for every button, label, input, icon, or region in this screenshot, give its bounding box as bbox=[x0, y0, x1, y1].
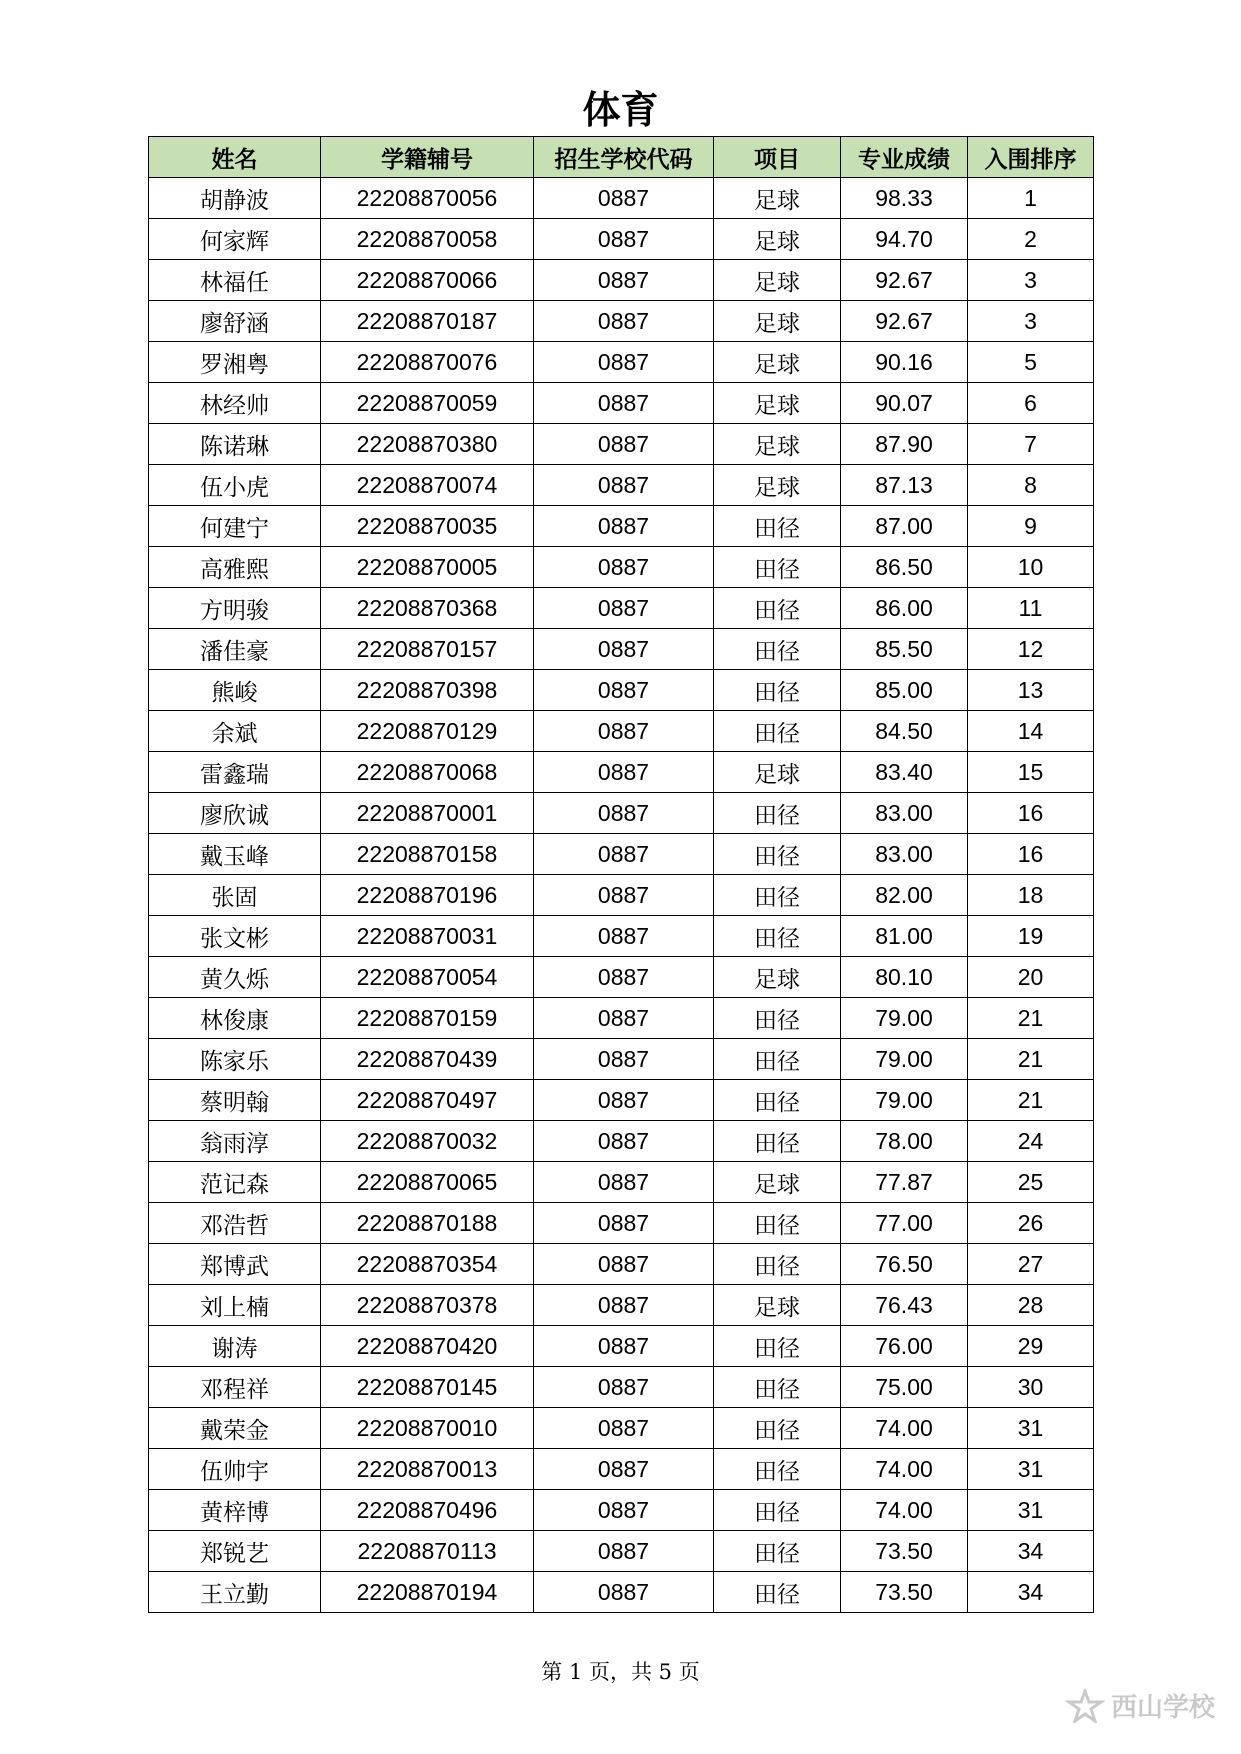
cell-school-code: 0887 bbox=[534, 1121, 714, 1162]
table-row bbox=[149, 1162, 1094, 1203]
cell-school-code: 0887 bbox=[534, 793, 714, 834]
cell-name: 郑博武 bbox=[149, 1244, 321, 1285]
cell-score: 84.50 bbox=[841, 711, 968, 752]
cell-name: 潘佳豪 bbox=[149, 629, 321, 670]
table-row bbox=[149, 1244, 1094, 1285]
table-row bbox=[149, 260, 1094, 301]
table-row bbox=[149, 793, 1094, 834]
cell-score: 83.40 bbox=[841, 752, 968, 793]
cell-rank: 14 bbox=[968, 711, 1094, 752]
cell-student-id: 22208870159 bbox=[321, 998, 534, 1039]
header-rank: 入围排序 bbox=[968, 137, 1094, 178]
cell-rank: 18 bbox=[968, 875, 1094, 916]
cell-score: 76.43 bbox=[841, 1285, 968, 1326]
cell-student-id: 22208870194 bbox=[321, 1572, 534, 1613]
table-row bbox=[149, 1326, 1094, 1367]
cell-score: 85.00 bbox=[841, 670, 968, 711]
cell-score: 74.00 bbox=[841, 1449, 968, 1490]
cell-school-code: 0887 bbox=[534, 711, 714, 752]
cell-student-id: 22208870059 bbox=[321, 383, 534, 424]
cell-project: 田径 bbox=[714, 1531, 841, 1572]
cell-school-code: 0887 bbox=[534, 1572, 714, 1613]
cell-name: 张文彬 bbox=[149, 916, 321, 957]
cell-rank: 1 bbox=[968, 178, 1094, 219]
cell-project: 田径 bbox=[714, 547, 841, 588]
cell-student-id: 22208870439 bbox=[321, 1039, 534, 1080]
cell-student-id: 22208870001 bbox=[321, 793, 534, 834]
cell-score: 75.00 bbox=[841, 1367, 968, 1408]
cell-score: 87.90 bbox=[841, 424, 968, 465]
cell-school-code: 0887 bbox=[534, 1367, 714, 1408]
header-name: 姓名 bbox=[149, 137, 321, 178]
cell-school-code: 0887 bbox=[534, 957, 714, 998]
cell-school-code: 0887 bbox=[534, 1490, 714, 1531]
cell-project: 足球 bbox=[714, 957, 841, 998]
cell-rank: 31 bbox=[968, 1490, 1094, 1531]
table-row bbox=[149, 875, 1094, 916]
table-row bbox=[149, 1121, 1094, 1162]
table-row bbox=[149, 301, 1094, 342]
table-row bbox=[149, 1285, 1094, 1326]
cell-name: 林福任 bbox=[149, 260, 321, 301]
cell-name: 邓程祥 bbox=[149, 1367, 321, 1408]
cell-student-id: 22208870113 bbox=[321, 1531, 534, 1572]
watermark bbox=[1065, 1687, 1215, 1724]
cell-student-id: 22208870013 bbox=[321, 1449, 534, 1490]
cell-student-id: 22208870145 bbox=[321, 1367, 534, 1408]
cell-score: 80.10 bbox=[841, 957, 968, 998]
cell-rank: 21 bbox=[968, 998, 1094, 1039]
table-row bbox=[149, 752, 1094, 793]
cell-student-id: 22208870054 bbox=[321, 957, 534, 998]
cell-name: 戴荣金 bbox=[149, 1408, 321, 1449]
cell-project: 田径 bbox=[714, 1490, 841, 1531]
cell-rank: 26 bbox=[968, 1203, 1094, 1244]
header-school-code: 招生学校代码 bbox=[534, 137, 714, 178]
cell-school-code: 0887 bbox=[534, 1531, 714, 1572]
cell-project: 足球 bbox=[714, 465, 841, 506]
cell-score: 79.00 bbox=[841, 1039, 968, 1080]
cell-school-code: 0887 bbox=[534, 1285, 714, 1326]
cell-school-code: 0887 bbox=[534, 465, 714, 506]
cell-student-id: 22208870368 bbox=[321, 588, 534, 629]
cell-score: 83.00 bbox=[841, 793, 968, 834]
cell-student-id: 22208870158 bbox=[321, 834, 534, 875]
cell-school-code: 0887 bbox=[534, 629, 714, 670]
table-row bbox=[149, 424, 1094, 465]
cell-student-id: 22208870129 bbox=[321, 711, 534, 752]
cell-score: 73.50 bbox=[841, 1531, 968, 1572]
cell-name: 张固 bbox=[149, 875, 321, 916]
cell-name: 廖舒涵 bbox=[149, 301, 321, 342]
cell-score: 82.00 bbox=[841, 875, 968, 916]
cell-name: 邓浩哲 bbox=[149, 1203, 321, 1244]
cell-student-id: 22208870420 bbox=[321, 1326, 534, 1367]
cell-score: 86.50 bbox=[841, 547, 968, 588]
cell-rank: 9 bbox=[968, 506, 1094, 547]
cell-name: 蔡明翰 bbox=[149, 1080, 321, 1121]
cell-rank: 27 bbox=[968, 1244, 1094, 1285]
cell-school-code: 0887 bbox=[534, 1039, 714, 1080]
cell-project: 田径 bbox=[714, 629, 841, 670]
table-row bbox=[149, 1572, 1094, 1613]
cell-score: 83.00 bbox=[841, 834, 968, 875]
cell-rank: 31 bbox=[968, 1449, 1094, 1490]
cell-rank: 19 bbox=[968, 916, 1094, 957]
header-project: 项目 bbox=[714, 137, 841, 178]
cell-student-id: 22208870398 bbox=[321, 670, 534, 711]
cell-project: 田径 bbox=[714, 588, 841, 629]
cell-name: 陈家乐 bbox=[149, 1039, 321, 1080]
cell-student-id: 22208870032 bbox=[321, 1121, 534, 1162]
cell-name: 林俊康 bbox=[149, 998, 321, 1039]
cell-rank: 31 bbox=[968, 1408, 1094, 1449]
cell-score: 74.00 bbox=[841, 1408, 968, 1449]
table-row bbox=[149, 1203, 1094, 1244]
cell-school-code: 0887 bbox=[534, 1326, 714, 1367]
cell-rank: 3 bbox=[968, 301, 1094, 342]
cell-student-id: 22208870031 bbox=[321, 916, 534, 957]
cell-student-id: 22208870378 bbox=[321, 1285, 534, 1326]
cell-project: 足球 bbox=[714, 1162, 841, 1203]
cell-score: 78.00 bbox=[841, 1121, 968, 1162]
cell-student-id: 22208870354 bbox=[321, 1244, 534, 1285]
cell-score: 79.00 bbox=[841, 998, 968, 1039]
cell-student-id: 22208870076 bbox=[321, 342, 534, 383]
cell-school-code: 0887 bbox=[534, 1203, 714, 1244]
cell-project: 田径 bbox=[714, 506, 841, 547]
table-row bbox=[149, 711, 1094, 752]
page-footer: 第 1 页，共 5 页 bbox=[541, 1660, 700, 1684]
cell-student-id: 22208870010 bbox=[321, 1408, 534, 1449]
cell-school-code: 0887 bbox=[534, 506, 714, 547]
cell-rank: 7 bbox=[968, 424, 1094, 465]
header-student-id: 学籍辅号 bbox=[321, 137, 534, 178]
cell-rank: 34 bbox=[968, 1531, 1094, 1572]
cell-student-id: 22208870380 bbox=[321, 424, 534, 465]
cell-score: 90.16 bbox=[841, 342, 968, 383]
header-score: 专业成绩 bbox=[841, 137, 968, 178]
cell-project: 足球 bbox=[714, 219, 841, 260]
cell-name: 余斌 bbox=[149, 711, 321, 752]
cell-name: 翁雨淳 bbox=[149, 1121, 321, 1162]
cell-school-code: 0887 bbox=[534, 834, 714, 875]
cell-name: 何建宁 bbox=[149, 506, 321, 547]
cell-student-id: 22208870157 bbox=[321, 629, 534, 670]
cell-student-id: 22208870066 bbox=[321, 260, 534, 301]
results-table bbox=[148, 136, 1094, 1613]
cell-rank: 20 bbox=[968, 957, 1094, 998]
cell-student-id: 22208870496 bbox=[321, 1490, 534, 1531]
table-row bbox=[149, 383, 1094, 424]
cell-rank: 6 bbox=[968, 383, 1094, 424]
cell-name: 胡静波 bbox=[149, 178, 321, 219]
watermark-text: 西山学校 bbox=[1110, 1693, 1215, 1723]
cell-score: 74.00 bbox=[841, 1490, 968, 1531]
cell-student-id: 22208870068 bbox=[321, 752, 534, 793]
cell-rank: 3 bbox=[968, 260, 1094, 301]
cell-name: 郑锐艺 bbox=[149, 1531, 321, 1572]
table-row bbox=[149, 1080, 1094, 1121]
cell-project: 田径 bbox=[714, 916, 841, 957]
cell-school-code: 0887 bbox=[534, 998, 714, 1039]
cell-score: 85.50 bbox=[841, 629, 968, 670]
cell-school-code: 0887 bbox=[534, 1080, 714, 1121]
cell-project: 田径 bbox=[714, 1408, 841, 1449]
cell-student-id: 22208870497 bbox=[321, 1080, 534, 1121]
star-logo-icon bbox=[1065, 1689, 1105, 1723]
cell-score: 81.00 bbox=[841, 916, 968, 957]
table-row bbox=[149, 834, 1094, 875]
cell-name: 刘上楠 bbox=[149, 1285, 321, 1326]
cell-school-code: 0887 bbox=[534, 670, 714, 711]
table-row bbox=[149, 342, 1094, 383]
cell-name: 高雅熙 bbox=[149, 547, 321, 588]
cell-project: 田径 bbox=[714, 1244, 841, 1285]
cell-project: 田径 bbox=[714, 1449, 841, 1490]
cell-school-code: 0887 bbox=[534, 875, 714, 916]
table-row bbox=[149, 1490, 1094, 1531]
cell-score: 77.87 bbox=[841, 1162, 968, 1203]
cell-school-code: 0887 bbox=[534, 1244, 714, 1285]
cell-project: 田径 bbox=[714, 1080, 841, 1121]
table-row bbox=[149, 1367, 1094, 1408]
cell-school-code: 0887 bbox=[534, 219, 714, 260]
cell-rank: 21 bbox=[968, 1039, 1094, 1080]
cell-project: 田径 bbox=[714, 711, 841, 752]
cell-name: 陈诺琳 bbox=[149, 424, 321, 465]
cell-name: 伍帅宇 bbox=[149, 1449, 321, 1490]
cell-school-code: 0887 bbox=[534, 178, 714, 219]
cell-name: 罗湘粤 bbox=[149, 342, 321, 383]
cell-score: 86.00 bbox=[841, 588, 968, 629]
cell-school-code: 0887 bbox=[534, 547, 714, 588]
cell-rank: 29 bbox=[968, 1326, 1094, 1367]
cell-school-code: 0887 bbox=[534, 260, 714, 301]
cell-name: 熊峻 bbox=[149, 670, 321, 711]
cell-score: 76.00 bbox=[841, 1326, 968, 1367]
table-row bbox=[149, 629, 1094, 670]
cell-rank: 8 bbox=[968, 465, 1094, 506]
cell-project: 田径 bbox=[714, 1121, 841, 1162]
table-row bbox=[149, 916, 1094, 957]
cell-rank: 16 bbox=[968, 834, 1094, 875]
table-row bbox=[149, 465, 1094, 506]
cell-project: 田径 bbox=[714, 998, 841, 1039]
cell-project: 足球 bbox=[714, 752, 841, 793]
cell-student-id: 22208870065 bbox=[321, 1162, 534, 1203]
table-row bbox=[149, 1449, 1094, 1490]
cell-name: 方明骏 bbox=[149, 588, 321, 629]
cell-school-code: 0887 bbox=[534, 1408, 714, 1449]
cell-rank: 15 bbox=[968, 752, 1094, 793]
cell-project: 足球 bbox=[714, 260, 841, 301]
cell-school-code: 0887 bbox=[534, 1449, 714, 1490]
cell-rank: 5 bbox=[968, 342, 1094, 383]
cell-score: 94.70 bbox=[841, 219, 968, 260]
cell-project: 田径 bbox=[714, 1572, 841, 1613]
cell-project: 田径 bbox=[714, 793, 841, 834]
cell-student-id: 22208870035 bbox=[321, 506, 534, 547]
cell-score: 87.00 bbox=[841, 506, 968, 547]
table-row bbox=[149, 670, 1094, 711]
cell-name: 谢涛 bbox=[149, 1326, 321, 1367]
cell-project: 足球 bbox=[714, 424, 841, 465]
cell-project: 足球 bbox=[714, 301, 841, 342]
cell-rank: 16 bbox=[968, 793, 1094, 834]
cell-student-id: 22208870187 bbox=[321, 301, 534, 342]
cell-school-code: 0887 bbox=[534, 301, 714, 342]
table-row bbox=[149, 1408, 1094, 1449]
cell-student-id: 22208870188 bbox=[321, 1203, 534, 1244]
table-row bbox=[149, 219, 1094, 260]
cell-score: 92.67 bbox=[841, 301, 968, 342]
cell-score: 73.50 bbox=[841, 1572, 968, 1613]
cell-score: 79.00 bbox=[841, 1080, 968, 1121]
cell-student-id: 22208870056 bbox=[321, 178, 534, 219]
cell-name: 黄久烁 bbox=[149, 957, 321, 998]
table-row bbox=[149, 178, 1094, 219]
cell-rank: 34 bbox=[968, 1572, 1094, 1613]
cell-rank: 2 bbox=[968, 219, 1094, 260]
table-body bbox=[149, 178, 1094, 1613]
cell-name: 雷鑫瑞 bbox=[149, 752, 321, 793]
cell-name: 廖欣诚 bbox=[149, 793, 321, 834]
table-row bbox=[149, 588, 1094, 629]
table-row bbox=[149, 1531, 1094, 1572]
cell-project: 田径 bbox=[714, 834, 841, 875]
table-row bbox=[149, 506, 1094, 547]
header-row bbox=[149, 137, 1094, 178]
cell-project: 足球 bbox=[714, 342, 841, 383]
cell-name: 伍小虎 bbox=[149, 465, 321, 506]
cell-name: 范记森 bbox=[149, 1162, 321, 1203]
table-row bbox=[149, 957, 1094, 998]
cell-project: 田径 bbox=[714, 1367, 841, 1408]
cell-score: 87.13 bbox=[841, 465, 968, 506]
cell-student-id: 22208870074 bbox=[321, 465, 534, 506]
cell-rank: 21 bbox=[968, 1080, 1094, 1121]
cell-name: 何家辉 bbox=[149, 219, 321, 260]
page-title: 体育 bbox=[582, 88, 659, 132]
table-row bbox=[149, 1039, 1094, 1080]
cell-score: 98.33 bbox=[841, 178, 968, 219]
cell-rank: 12 bbox=[968, 629, 1094, 670]
cell-score: 90.07 bbox=[841, 383, 968, 424]
cell-project: 足球 bbox=[714, 1285, 841, 1326]
cell-student-id: 22208870005 bbox=[321, 547, 534, 588]
cell-score: 77.00 bbox=[841, 1203, 968, 1244]
cell-project: 田径 bbox=[714, 875, 841, 916]
table-row bbox=[149, 998, 1094, 1039]
cell-student-id: 22208870196 bbox=[321, 875, 534, 916]
table-row bbox=[149, 547, 1094, 588]
cell-project: 田径 bbox=[714, 1039, 841, 1080]
cell-score: 76.50 bbox=[841, 1244, 968, 1285]
cell-rank: 25 bbox=[968, 1162, 1094, 1203]
cell-project: 田径 bbox=[714, 1203, 841, 1244]
cell-rank: 28 bbox=[968, 1285, 1094, 1326]
cell-name: 林经帅 bbox=[149, 383, 321, 424]
cell-school-code: 0887 bbox=[534, 383, 714, 424]
cell-student-id: 22208870058 bbox=[321, 219, 534, 260]
cell-rank: 13 bbox=[968, 670, 1094, 711]
cell-rank: 30 bbox=[968, 1367, 1094, 1408]
cell-school-code: 0887 bbox=[534, 752, 714, 793]
cell-school-code: 0887 bbox=[534, 1162, 714, 1203]
cell-name: 戴玉峰 bbox=[149, 834, 321, 875]
cell-school-code: 0887 bbox=[534, 424, 714, 465]
cell-name: 王立勤 bbox=[149, 1572, 321, 1613]
cell-rank: 10 bbox=[968, 547, 1094, 588]
cell-school-code: 0887 bbox=[534, 342, 714, 383]
cell-school-code: 0887 bbox=[534, 916, 714, 957]
cell-rank: 24 bbox=[968, 1121, 1094, 1162]
cell-project: 足球 bbox=[714, 178, 841, 219]
cell-project: 足球 bbox=[714, 383, 841, 424]
cell-project: 田径 bbox=[714, 670, 841, 711]
cell-rank: 11 bbox=[968, 588, 1094, 629]
cell-score: 92.67 bbox=[841, 260, 968, 301]
cell-project: 田径 bbox=[714, 1326, 841, 1367]
cell-school-code: 0887 bbox=[534, 588, 714, 629]
cell-name: 黄梓博 bbox=[149, 1490, 321, 1531]
